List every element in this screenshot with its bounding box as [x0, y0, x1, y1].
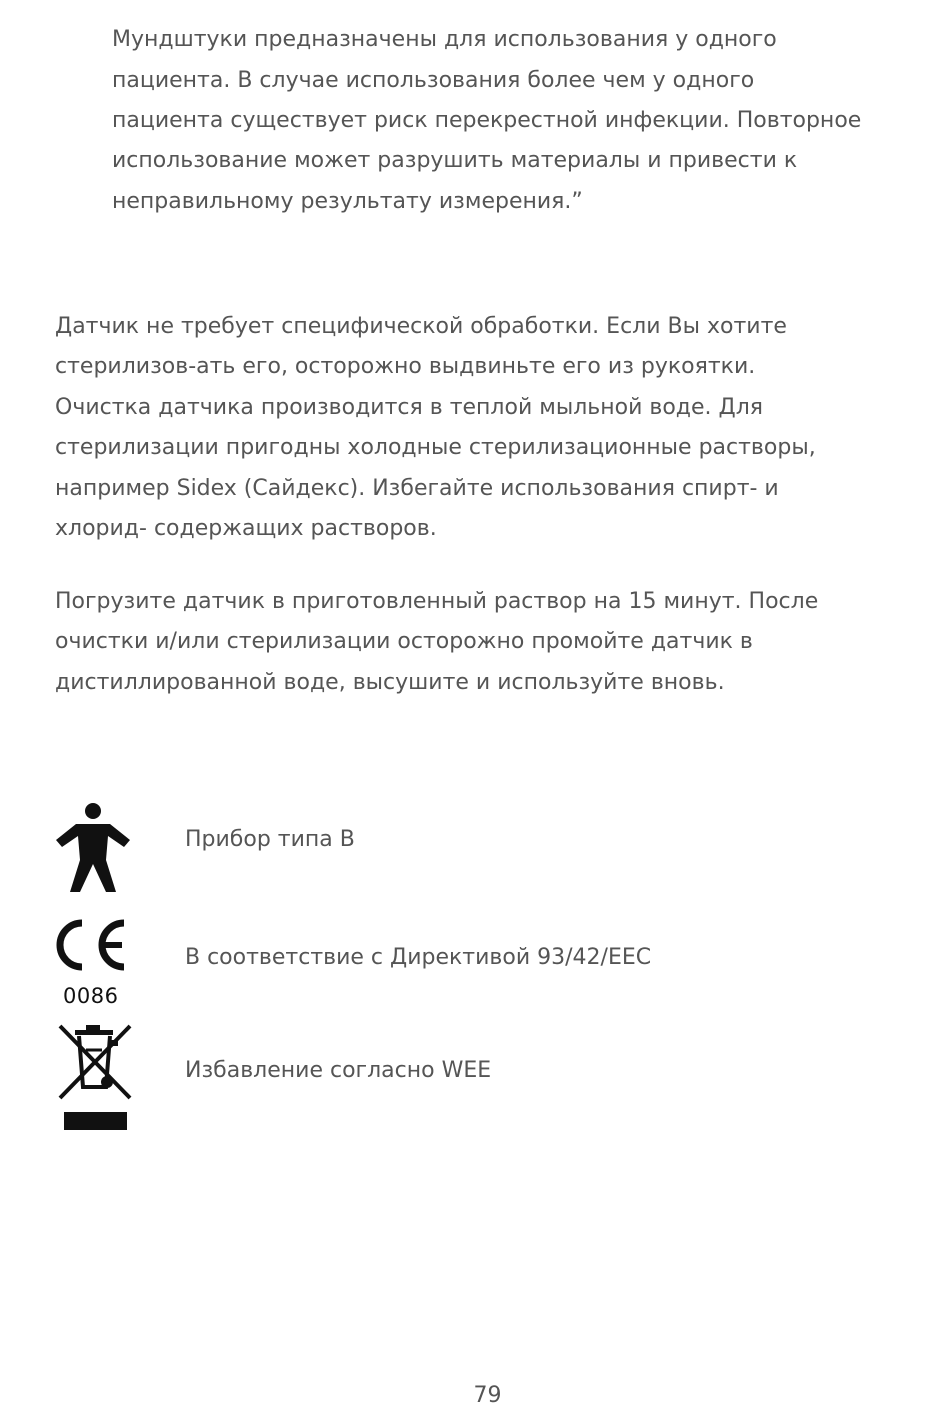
type-b-label: Прибор типа B: [185, 827, 355, 852]
quote-line: использование может разрушить материалы и привести к: [112, 148, 798, 173]
paragraph-line: дистиллированной воде, высушите и используйте вновь.: [55, 670, 725, 695]
weee-crossed-bin-icon: [56, 1022, 132, 1132]
paragraph-line: Очистка датчика производится в теплой мыльной воде. Для: [55, 395, 764, 420]
paragraph-line: Датчик не требует специфической обработки. Если Вы хотите: [55, 314, 787, 339]
weee-disposal-label: Избавление согласно WEE: [185, 1058, 492, 1083]
paragraph-line: например Sidex (Сайдекс). Избегайте использования спирт- и: [55, 476, 779, 501]
paragraph-line: очистки и/или стерилизации осторожно промойте датчик в: [55, 629, 753, 654]
quote-line: пациента. В случае использования более чем у одного: [112, 68, 755, 93]
paragraph-line: стерилизации пригодны холодные стерилизационные растворы,: [55, 435, 816, 460]
paragraph-line: Погрузите датчик в приготовленный раствор на 15 минут. После: [55, 589, 819, 614]
quote-line: Мундштуки предназначены для использования у одного: [112, 27, 777, 52]
paragraph-line: хлорид- содержащих растворов.: [55, 516, 437, 541]
notified-body-number: 0086: [63, 984, 119, 1008]
type-b-body-icon: [54, 802, 132, 894]
paragraph-line: стерилизов-ать его, осторожно выдвиньте его из рукоятки.: [55, 354, 756, 379]
ce-mark-icon: [54, 918, 130, 972]
ce-directive-label: В соответствие с Директивой 93/42/EEC: [185, 945, 652, 970]
quote-line: пациента существует риск перекрестной инфекции. Повторное: [112, 108, 862, 133]
quote-line: неправильному результату измерения.”: [112, 189, 583, 214]
page-number: 79: [473, 1383, 502, 1408]
